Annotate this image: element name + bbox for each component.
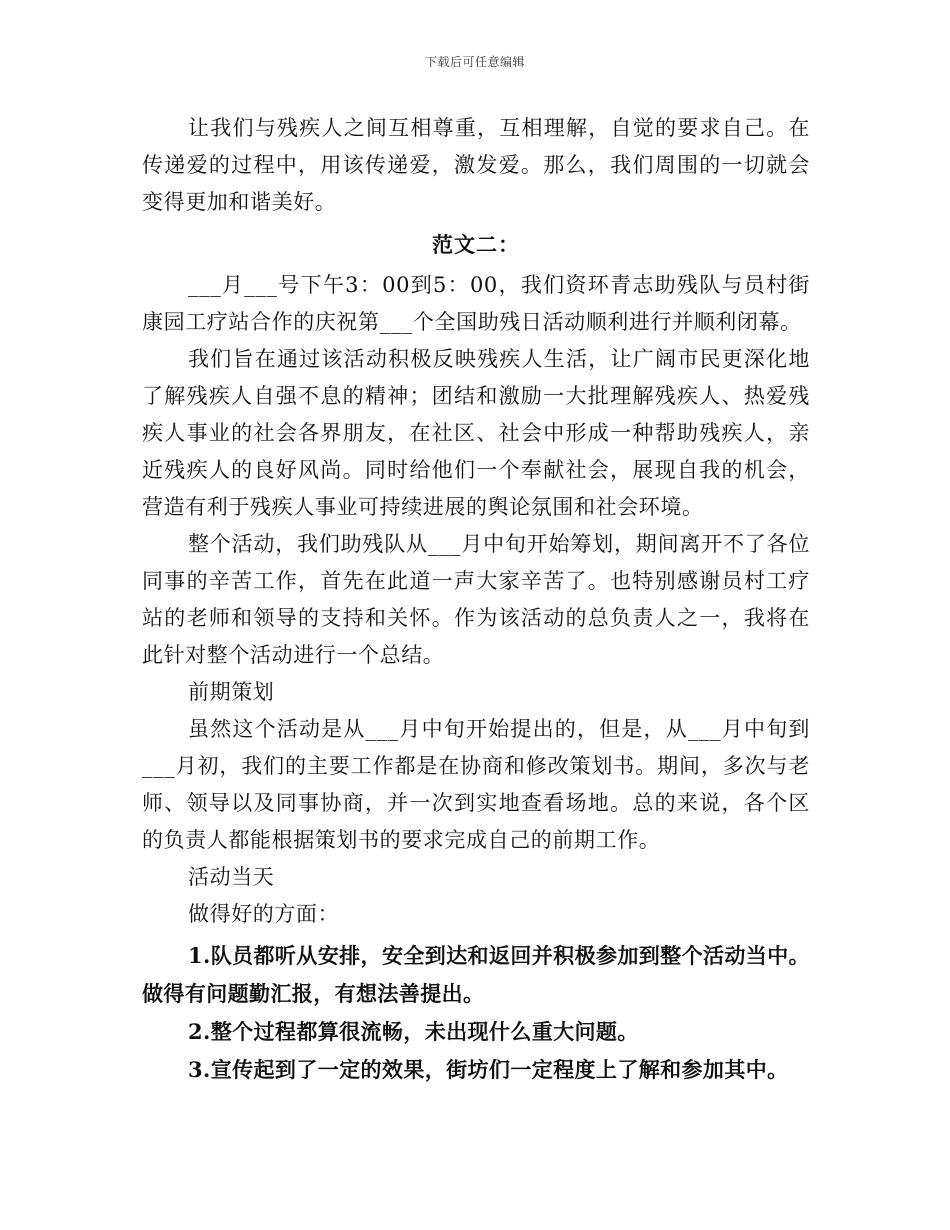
section-title: 范文二： [432, 232, 520, 257]
paragraph-event-summary: ___月___号下午3：00到5：00，我们资环青志助残队与员村街康园工疗站合作的庆祝第___个全国助残日活动顺利进行并顺利闭幕。 [142, 273, 810, 334]
page-header-note: 下载后可任意编辑 [424, 55, 525, 69]
document-body [142, 110, 810, 1089]
good-point-item: 3.宣传起到了一定的效果，街坊们一定程度上了解和参加其中。 [188, 1057, 789, 1082]
subheading-event-day: 活动当天 [188, 865, 275, 889]
intro-paragraph: 让我们与残疾人之间互相尊重，互相理解，自觉的要求自己。在传递爱的过程中，用该传递爱，激发爱。那么，我们周围的一切就会变得更加和谐美好。 [142, 116, 810, 214]
good-point-item: 1.队员都听从安排，安全到达和返回并积极参加到整个活动当中。做得有问题勤汇报，有想法善提出。 [142, 943, 810, 1006]
subheading-planning: 前期策划 [188, 680, 275, 704]
good-point-item: 2.整个过程都算很流畅，未出现什么重大问题。 [188, 1019, 639, 1044]
paragraph-purpose: 我们旨在通过该活动积极反映残疾人生活，让广阔市民更深化地了解残疾人自强不息的精神；团结和激励一大批理解残疾人、热爱残疾人事业的社会各界朋友，在社区、社会中形成一种帮助残疾人，亲近残疾人的良好风尚。同时给他们一个奉献社会，展现自我的机会，营造有利于残疾人事业可持续进展的舆论氛围和社会环境。 [142, 347, 810, 519]
subheading-good-points: 做得好的方面： [188, 902, 340, 926]
paragraph-thanks: 整个活动，我们助残队从___月中旬开始筹划，期间离开不了各位同事的辛苦工作，首先在此道一声大家辛苦了。也特别感谢员村工疗站的老师和领导的支持和关怀。作为该活动的总负责人之一，我将在此针对整个活动进行一个总结。 [142, 532, 810, 667]
paragraph-planning: 虽然这个活动是从___月中旬开始提出的，但是，从___月中旬到___月初，我们的主要工作都是在协商和修改策划书。期间，多次与老师、领导以及同事协商，并一次到实地查看场地。总的来说，各个区的负责人都能根据策划书的要求完成自己的前期工作。 [142, 717, 810, 852]
